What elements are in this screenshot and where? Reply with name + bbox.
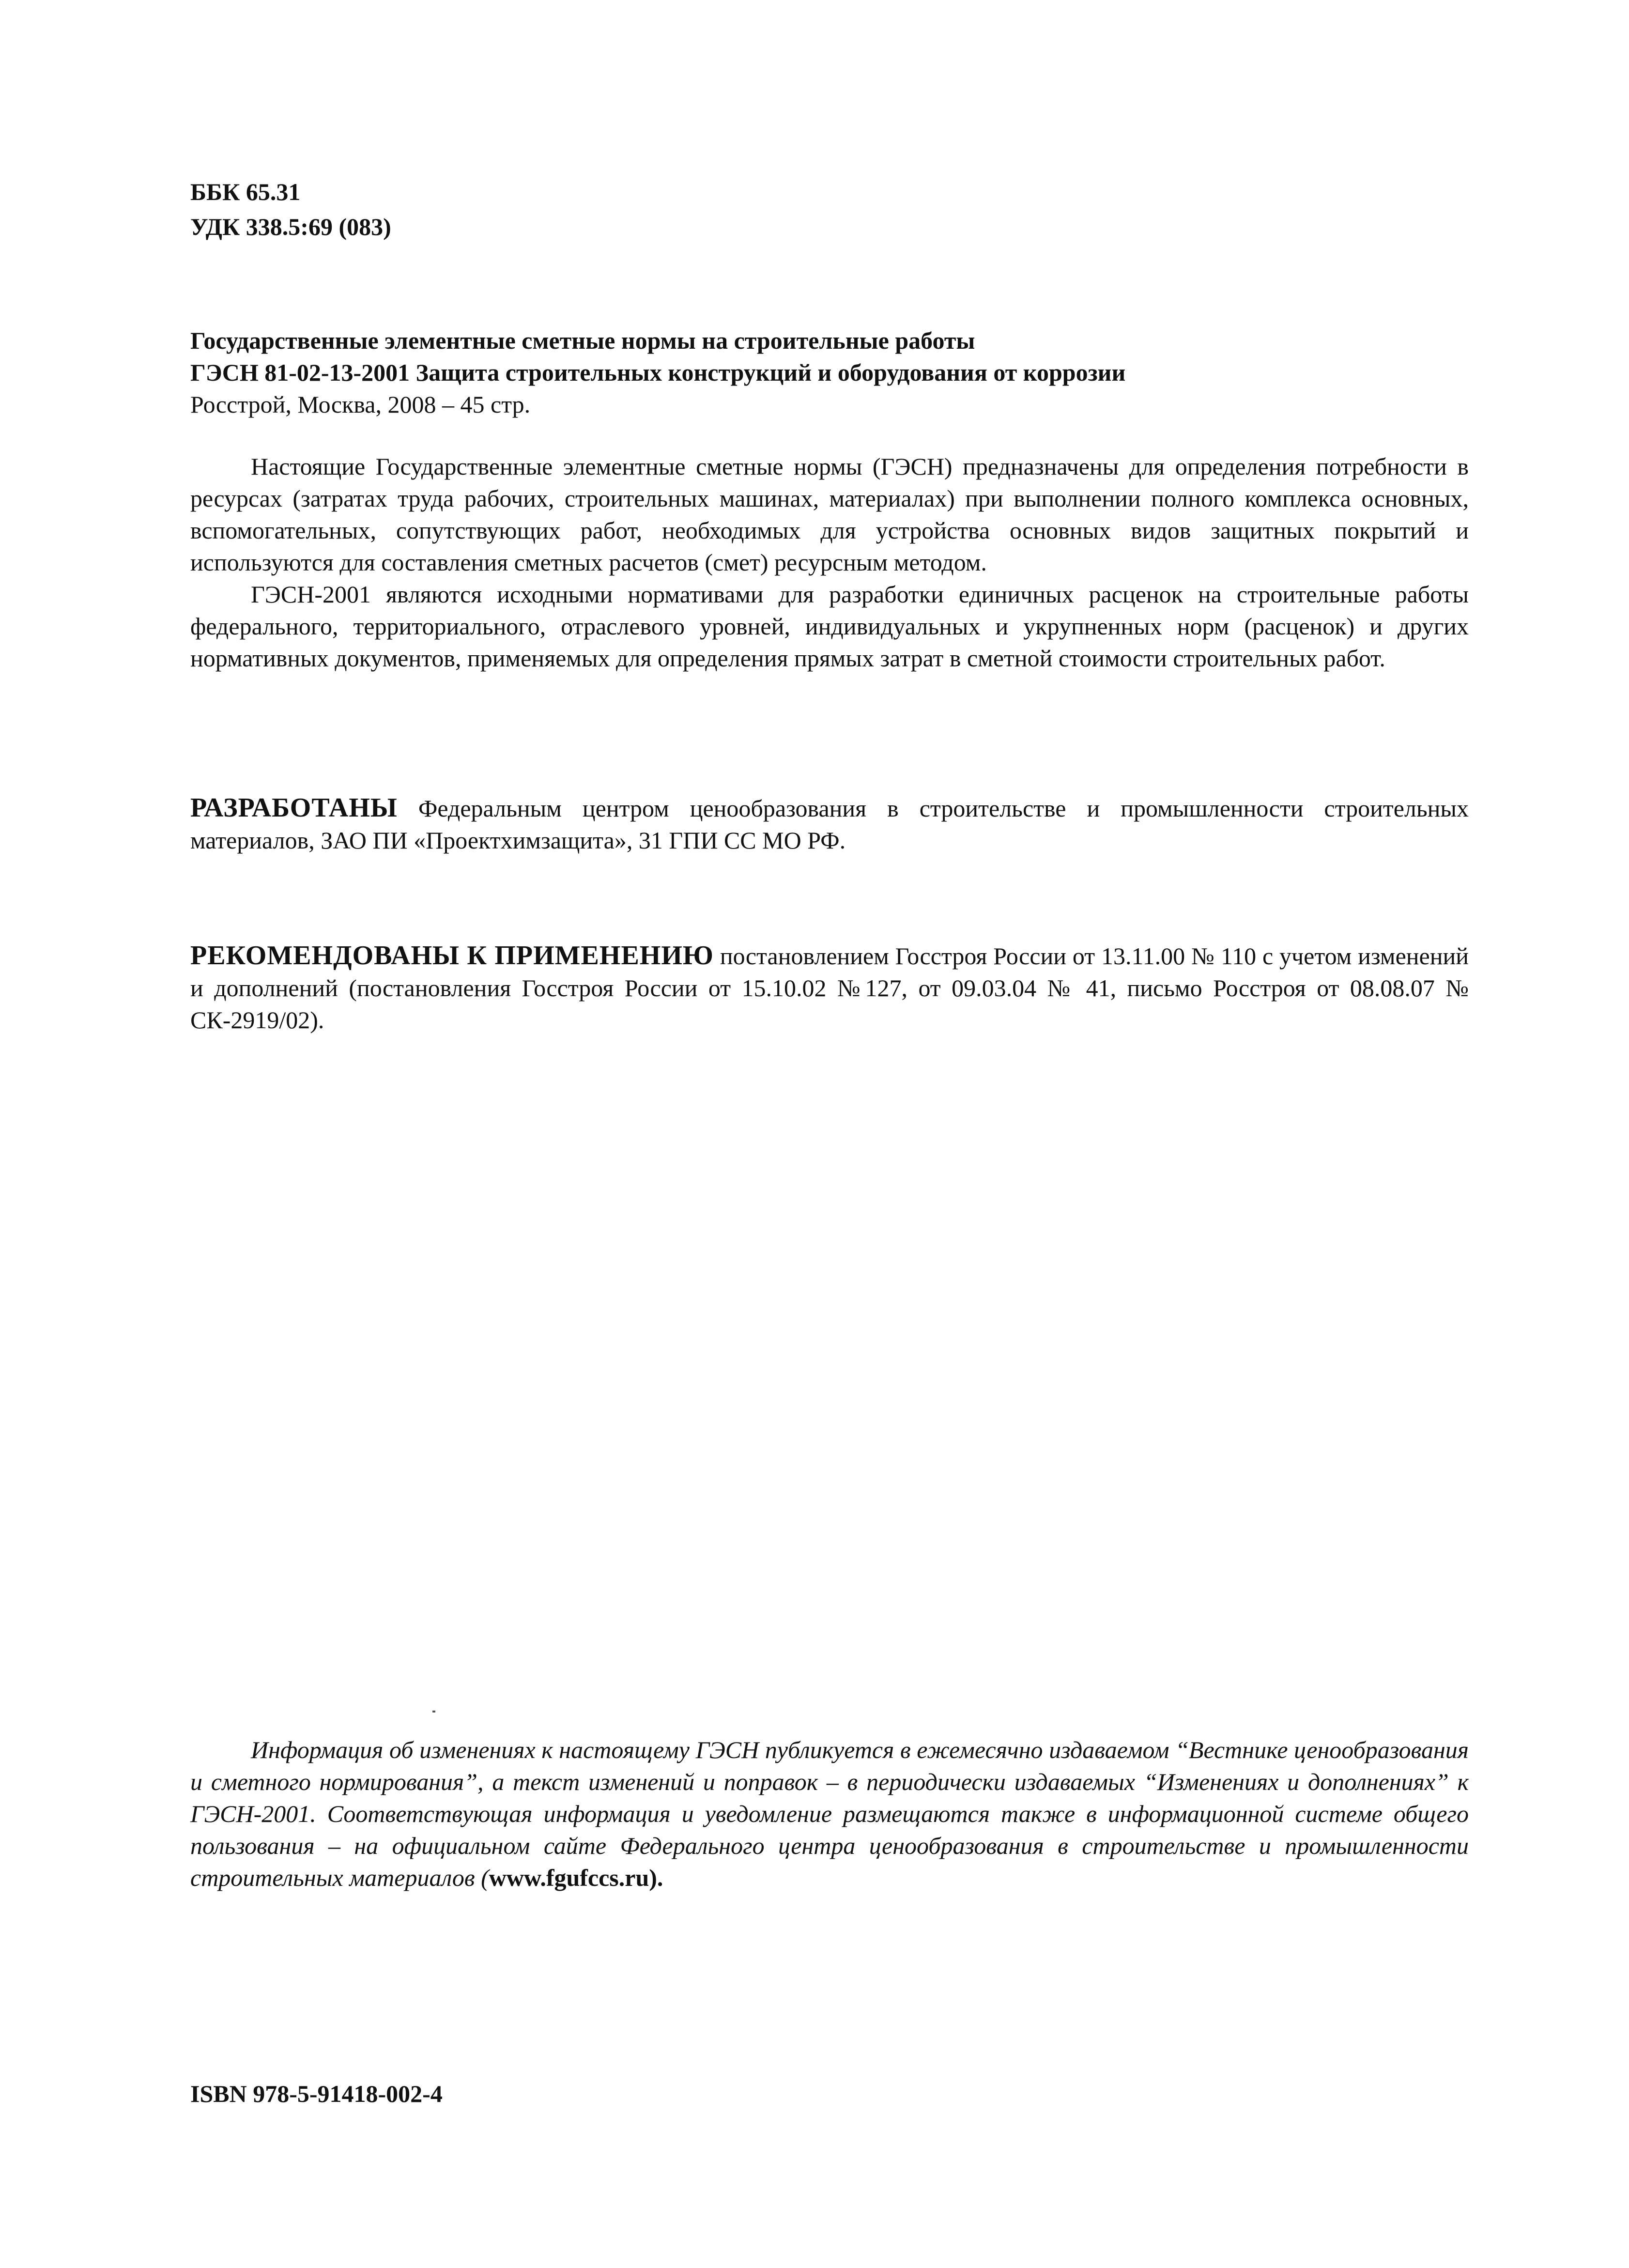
title-line-2: ГЭСН 81-02-13-2001 Защита строительных конструкций и оборудования от коррозии bbox=[190, 359, 1126, 386]
title-line-1: Государственные элементные сметные нормы на строительные работы bbox=[190, 327, 975, 354]
udk-code: УДК 338.5:69 (083) bbox=[190, 213, 391, 240]
imprint: Росстрой, Москва, 2008 – 45 стр. bbox=[190, 391, 531, 418]
isbn: ISBN 978-5-91418-002-4 bbox=[190, 2080, 443, 2107]
recommended-paragraph bbox=[190, 940, 1469, 1036]
note-text: Информация об изменениях к настоящему ГЭСН публикуется в ежемесячно издаваемом “Вестнике ценообразования и сметного нормирования”, а текст изменений и поправок – в периодически издаваемых “Изменениях и дополнениях” к ГЭСН-2001. Соответствующая информация и уведомление размещаются также в информационной системе общего пользования – на официальном сайте Федерального центра ценообразования в строительстве и промышленности строительных материалов ( bbox=[190, 1736, 1469, 1891]
developed-by-paragraph bbox=[190, 792, 1469, 856]
recommended-label: РЕКОМЕНДОВАНЫ К ПРИМЕНЕНИЮ bbox=[190, 941, 714, 971]
stray-mark bbox=[432, 1711, 435, 1713]
developed-label: РАЗРАБОТАНЫ bbox=[190, 793, 398, 823]
document-title-block bbox=[190, 324, 1469, 420]
classification-codes bbox=[190, 174, 1469, 244]
intro-paragraph-1: Настоящие Государственные элементные сметные нормы (ГЭСН) предназначены для определения потребности в ресурсах (затратах труда рабочих, строительных машинах, материалах) при выполнении полного комплекса основных, вспомогательных, сопутствующих работ, необходимых для устройства основных видов защитных покрытий и используются для составления сметных расчетов (смет) ресурсным методом. bbox=[190, 453, 1469, 576]
note-end: ). bbox=[649, 1864, 663, 1891]
website-link[interactable]: www.fgufccs.ru bbox=[489, 1864, 649, 1891]
intro-paragraph-2: ГЭСН-2001 являются исходными нормативами для разработки единичных расценок на строительные работы федерального, территориального, отраслевого уровней, индивидуальных и укрупненных норм (расценок) и других нормативных документов, применяемых для определения прямых затрат в сметной стоимости строительных работ. bbox=[190, 581, 1469, 672]
changes-info-note bbox=[190, 1734, 1469, 1894]
introduction bbox=[190, 450, 1469, 674]
bbk-code: ББК 65.31 bbox=[190, 178, 301, 205]
developed-text: Федеральным центром ценообразования в строительстве и промышленности строительных материалов, ЗАО ПИ «Проектхимзащита», 31 ГПИ СС МО РФ. bbox=[190, 795, 1469, 854]
recommended-text: постановлением Госстроя России от 13.11.00 № 110 с учетом изменений и дополнений (постановления Госстроя России от 15.10.02 №127, от 09.03.04 № 41, письмо Росстроя от 08.08.07 № СК-2919/02). bbox=[190, 942, 1469, 1034]
